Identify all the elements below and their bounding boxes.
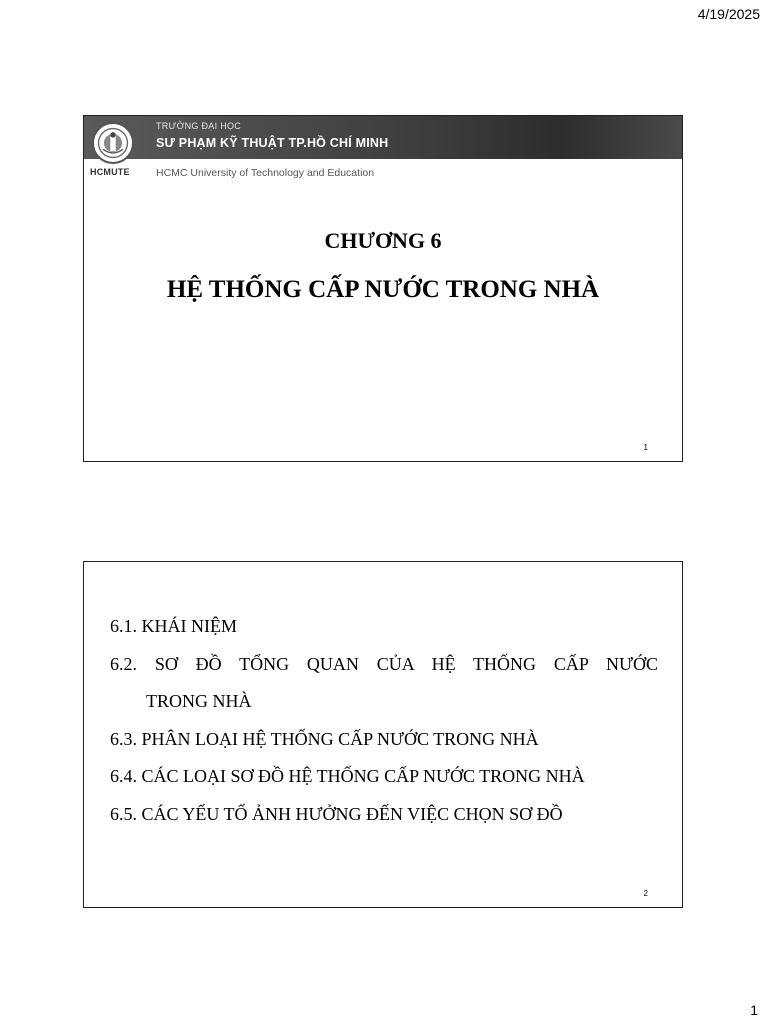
list-item: 6.3. PHÂN LOẠI HỆ THỐNG CẤP NƯỚC TRONG NHÀ [110,728,539,749]
university-banner [84,116,682,159]
list-item: 6.1. KHÁI NIỆM [110,616,237,636]
slide-2 [83,561,683,908]
university-english-name: HCMC University of Technology and Education [156,167,375,179]
table-of-contents [110,608,658,833]
list-item: 6.5. CÁC YẾU TỐ ẢNH HƯỞNG ĐẾN VIỆC CHỌN SƠ ĐỒ [110,803,563,824]
hcmute-logo-icon [92,122,134,164]
university-line-1: TRƯỜNG ĐẠI HỌC [156,121,242,131]
page-number: 1 [750,1002,758,1018]
list-item: 6.4. CÁC LOẠI SƠ ĐỒ HỆ THỐNG CẤP NƯỚC TRONG NHÀ [110,766,585,786]
slide-number: 2 [643,889,648,898]
slide-number: 1 [643,443,648,452]
list-item: 6.2. SƠ ĐỒ TỔNG QUAN CỦA HỆ THỐNG CẤP NƯỚC [110,653,658,674]
list-item: TRONG NHÀ [146,691,252,711]
university-line-2: SƯ PHẠM KỸ THUẬT TP.HỒ CHÍ MINH [156,136,389,150]
chapter-label: CHƯƠNG 6 [324,228,442,253]
chapter-title: HỆ THỐNG CẤP NƯỚC TRONG NHÀ [166,276,600,303]
page-date: 4/19/2025 [697,6,760,22]
university-abbr: HCMUTE [90,167,130,177]
slide-1 [83,115,683,462]
